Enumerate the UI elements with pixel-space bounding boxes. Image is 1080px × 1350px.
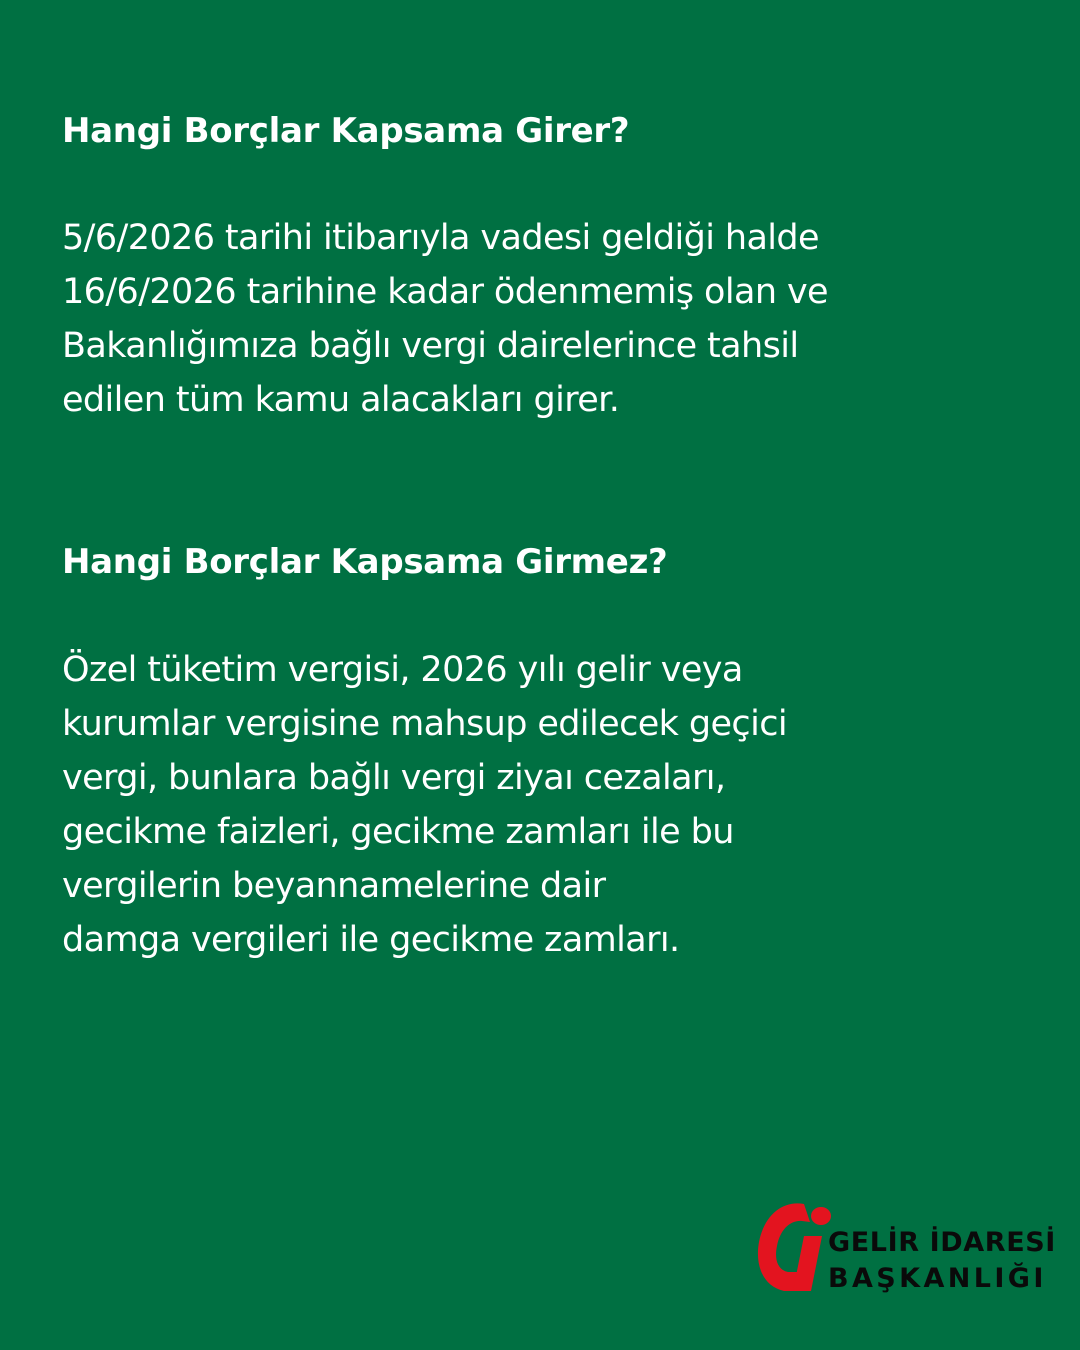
paragraph-line: 16/6/2026 tarihine kadar ödenmemiş olan ve [62,272,828,312]
paragraph-line: vergi, bunlara bağlı vergi ziyaı cezaları, [62,758,726,798]
paragraph-included [62,211,1002,427]
gib-logo [752,1196,1056,1296]
logo-title-line1: GELİR İDARESİ [828,1227,1056,1258]
paragraph-line: vergilerin beyannamelerine dair [62,866,606,906]
heading-included: Hangi Borçlar Kapsama Girer? [62,111,630,151]
paragraph-line: 5/6/2026 tarihi itibarıyla vadesi geldiği halde [62,218,819,258]
paragraph-line: edilen tüm kamu alacakları girer. [62,380,620,420]
heading-excluded: Hangi Borçlar Kapsama Girmez? [62,542,668,582]
logo-title-line2: BAŞKANLIĞI [828,1263,1047,1294]
paragraph-line: kurumlar vergisine mahsup edilecek geçici [62,704,787,744]
paragraph-excluded [62,643,1002,967]
paragraph-line: damga vergileri ile gecikme zamları. [62,920,680,960]
paragraph-line: Özel tüketim vergisi, 2026 yılı gelir veya [62,650,743,690]
gib-logo-icon [752,1196,834,1296]
paragraph-line: Bakanlığımıza bağlı vergi dairelerince tahsil [62,326,799,366]
paragraph-line: gecikme faizleri, gecikme zamları ile bu [62,812,734,852]
